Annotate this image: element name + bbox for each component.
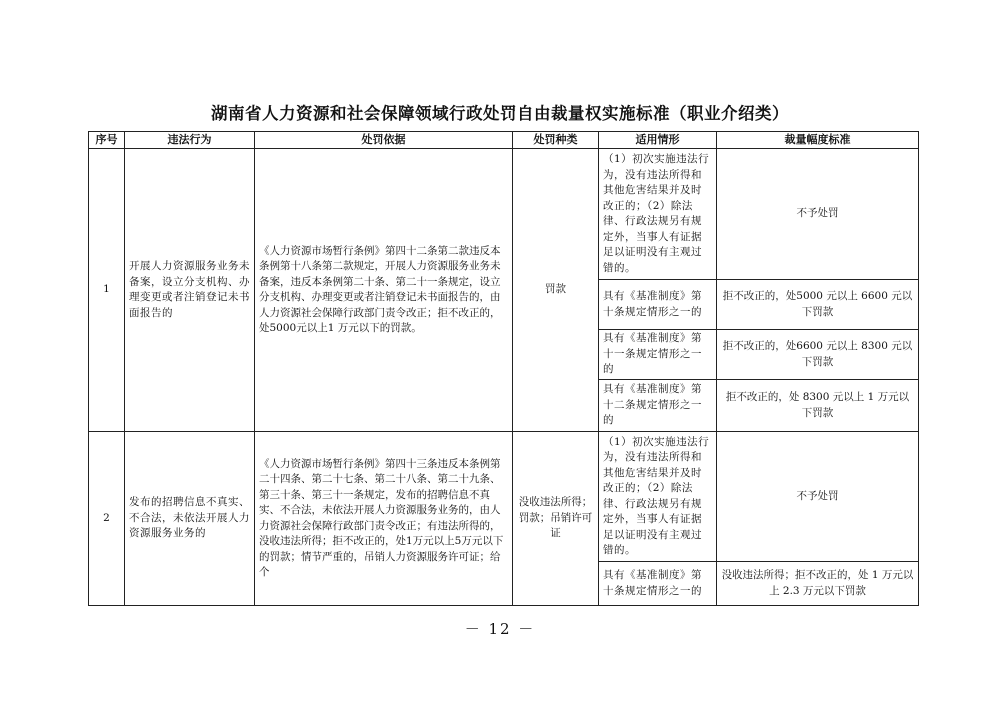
penalty-type-cell: 没收违法所得；罚款；吊销许可证: [513, 432, 599, 606]
penalty-type-cell: 罚款: [513, 149, 599, 432]
table-header-row: [89, 132, 919, 149]
table-row: [89, 432, 919, 562]
basis-cell: 《人力资源市场暂行条例》第四十二条第二款违反本条例第十八条第二款规定，开展人力资源服务业务未备案，违反本条例第二十条、第二十一条规定，设立分支机构、办理变更或者注销登记未书面报告的，由人力资源社会保障行政部门责令改正；拒不改正的，处5000元以上1 万元以下的罚款。: [255, 149, 513, 432]
standard-cell: 拒不改正的，处6600 元以上 8300 元以下罚款: [717, 330, 919, 380]
situation-cell: （1）初次实施违法行为，没有违法所得和其他危害结果并及时改正的；（2）除法律、行政法规另有规定外，当事人有证据足以证明没有主观过错的。: [599, 149, 717, 280]
situation-cell: 具有《基准制度》第十二条规定情形之一的: [599, 380, 717, 432]
standard-cell: 没收违法所得；拒不改正的，处 1 万元以上 2.3 万元以下罚款: [717, 562, 919, 606]
situation-cell: （1）初次实施违法行为，没有违法所得和其他危害结果并及时改正的；（2）除法律、行政法规另有规定外，当事人有证据足以证明没有主观过错的。: [599, 432, 717, 562]
situation-cell: 具有《基准制度》第十条规定情形之一的: [599, 280, 717, 330]
violation-cell: 发布的招聘信息不真实、不合法，未依法开展人力资源服务业务的: [125, 432, 255, 606]
basis-cell: 《人力资源市场暂行条例》第四十三条违反本条例第二十四条、第二十七条、第二十八条、第二十九条、第三十条、第三十一条规定，发布的招聘信息不真实、不合法，未依法开展人力资源服务业务的，由人力资源社会保障行政部门责令改正；有违法所得的，没收违法所得；拒不改正的，处1万元以上5万元以下的罚款；情节严重的，吊销人力资源服务许可证；给个: [255, 432, 513, 606]
situation-cell: 具有《基准制度》第十条规定情形之一的: [599, 562, 717, 606]
header-basis: 处罚依据: [255, 132, 513, 149]
standard-cell: 不予处罚: [717, 149, 919, 280]
header-situation: 适用情形: [599, 132, 717, 149]
situation-cell: 具有《基准制度》第十一条规定情形之一的: [599, 330, 717, 380]
header-standard: 裁量幅度标准: [717, 132, 919, 149]
row-number: 2: [89, 432, 125, 606]
standard-cell: 不予处罚: [717, 432, 919, 562]
header-violation: 违法行为: [125, 132, 255, 149]
penalty-standards-table: [88, 131, 919, 606]
standard-cell: 拒不改正的，处5000 元以上 6600 元以下罚款: [717, 280, 919, 330]
page-number: － 12 －: [464, 620, 536, 638]
table-row: [89, 149, 919, 280]
header-no: 序号: [89, 132, 125, 149]
standard-cell: 拒不改正的，处 8300 元以上 1 万元以下罚款: [717, 380, 919, 432]
row-number: 1: [89, 149, 125, 432]
header-type: 处罚种类: [513, 132, 599, 149]
violation-cell: 开展人力资源服务业务未备案，设立分支机构、办理变更或者注销登记未书面报告的: [125, 149, 255, 432]
page-title: 湖南省人力资源和社会保障领域行政处罚自由裁量权实施标准（职业介绍类）: [211, 104, 789, 123]
